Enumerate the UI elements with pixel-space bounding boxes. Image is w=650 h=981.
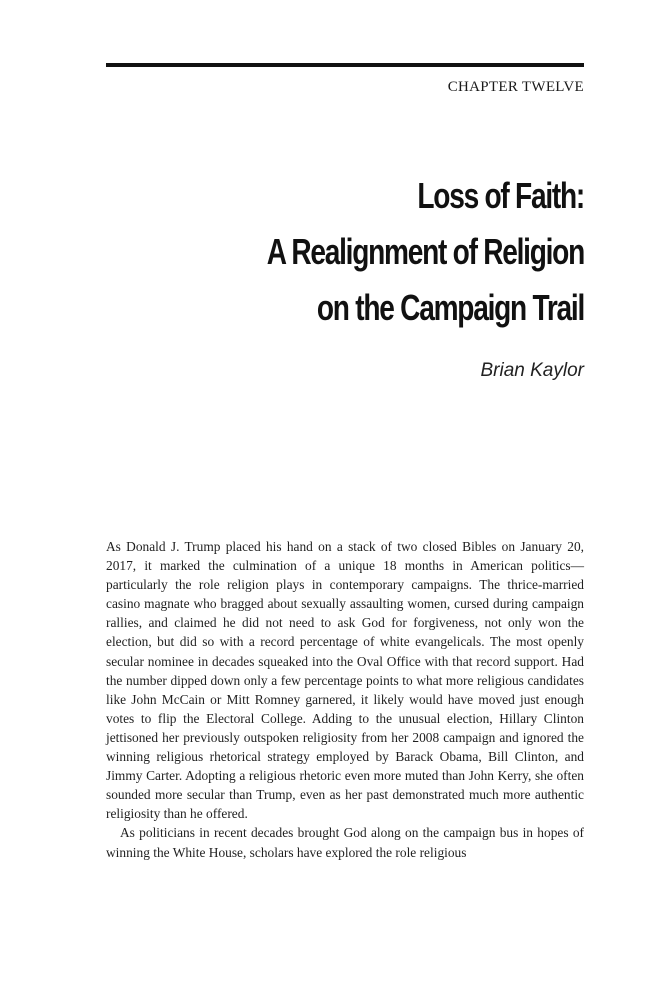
chapter-title-line-2: A Realignment of Religion [266,231,584,272]
chapter-title-line-1: Loss of Faith: [417,175,584,216]
chapter-top-rule [106,63,584,67]
chapter-title [210,168,584,336]
chapter-title-line-3: on the Campaign Trail [316,287,584,328]
chapter-label: CHAPTER TWELVE [447,79,584,95]
body-paragraph-2: As politicians in recent decades brought God along on the campaign bus in hopes of winning the White House, scholars have explored the role religious [106,825,584,860]
author-name: Brian Kaylor [480,360,584,381]
body-paragraph-1: As Donald J. Trump placed his hand on a stack of two closed Bibles on January 20, 2017, it marked the culmination of a unique 18 months in American politics—particularly the role religion plays in contemporary campaigns. The thrice-married casino magnate who bragged about sexually assaulting women, cursed during campaign rallies, and claimed he did not need to ask God for forgiveness, not only won the election, but did so with a record percentage of white evangelicals. The most openly secular nominee in decades squeaked into the Oval Office with that record support. Had the number dipped down only a few percentage points to what more religious candidates like John McCain or Mitt Romney garnered, it likely would have moved just enough votes to flip the Electoral College. Adding to the unusual election, Hillary Clinton jettisoned her previously outspoken religiosity from her 2008 campaign and ignored the winning religious rhetorical strategy employed by Barack Obama, Bill Clinton, and Jimmy Carter. Adopting a religious rhetoric even more muted than John Kerry, she often sounded more secular than Trump, even as her past demonstrated much more authentic religiosity than he offered. [106,539,584,822]
body-text [106,537,584,862]
